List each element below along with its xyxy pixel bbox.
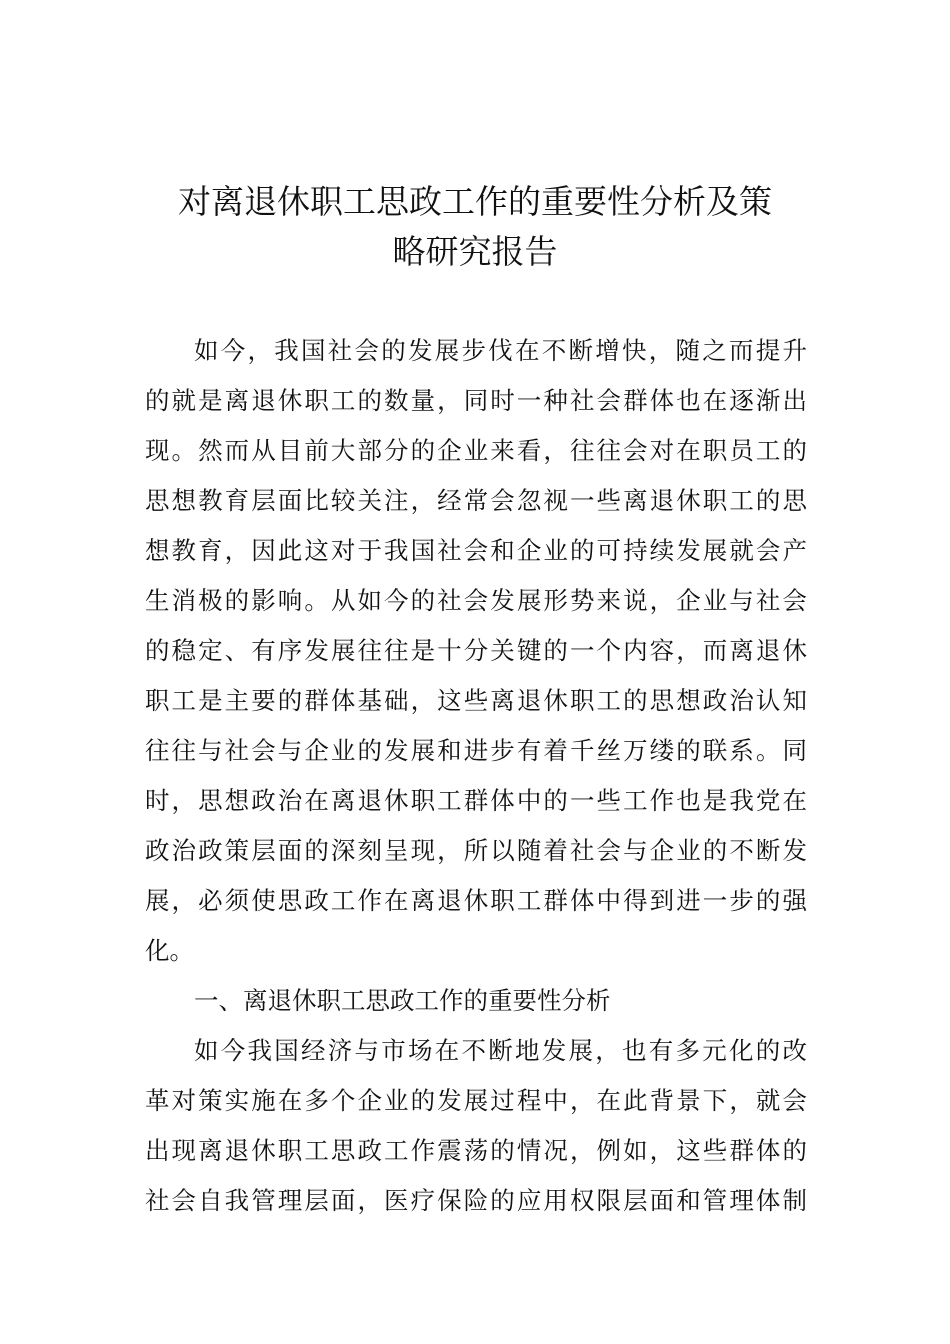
paragraph-line: 往往与社会与企业的发展和进步有着千丝万缕的联系。同 [145, 736, 807, 765]
paragraph-line: 革对策实施在多个企业的发展过程中，在此背景下，就会 [145, 1086, 807, 1115]
paragraph-line: 政治政策层面的深刻呈现，所以随着社会与企业的不断发 [145, 836, 807, 865]
paragraph-line: 想教育，因此这对于我国社会和企业的可持续发展就会产 [145, 536, 807, 565]
section-heading: 一、离退休职工思政工作的重要性分析 [194, 986, 611, 1015]
title-line-2: 略研究报告 [392, 232, 558, 271]
paragraph-line: 思想教育层面比较关注，经常会忽视一些离退休职工的思 [145, 486, 807, 515]
paragraph-line: 现。然而从目前大部分的企业来看，往往会对在职员工的 [145, 436, 807, 465]
paragraph-line: 的稳定、有序发展往往是十分关键的一个内容，而离退休 [145, 636, 807, 665]
paragraph-line: 职工是主要的群体基础，这些离退休职工的思想政治认知 [145, 686, 807, 715]
paragraph-line: 如今我国经济与市场在不断地发展，也有多元化的改 [194, 1036, 807, 1065]
paragraph-line: 的就是离退休职工的数量，同时一种社会群体也在逐渐出 [145, 386, 807, 415]
paragraph-line: 时，思想政治在离退休职工群体中的一些工作也是我党在 [145, 786, 807, 815]
title-line-1: 对离退休职工思政工作的重要性分析及策 [178, 182, 772, 221]
paragraph-line: 社会自我管理层面，医疗保险的应用权限层面和管理体制 [145, 1186, 807, 1215]
document-title [130, 177, 820, 277]
paragraph-line: 出现离退休职工思政工作震荡的情况，例如，这些群体的 [145, 1136, 807, 1165]
paragraph-line: 如今，我国社会的发展步伐在不断增快，随之而提升 [194, 336, 807, 365]
paragraph-line: 化。 [145, 936, 194, 965]
paragraph-line: 展，必须使思政工作在离退休职工群体中得到进一步的强 [145, 886, 807, 915]
paragraph-line: 生消极的影响。从如今的社会发展形势来说，企业与社会 [145, 586, 807, 615]
